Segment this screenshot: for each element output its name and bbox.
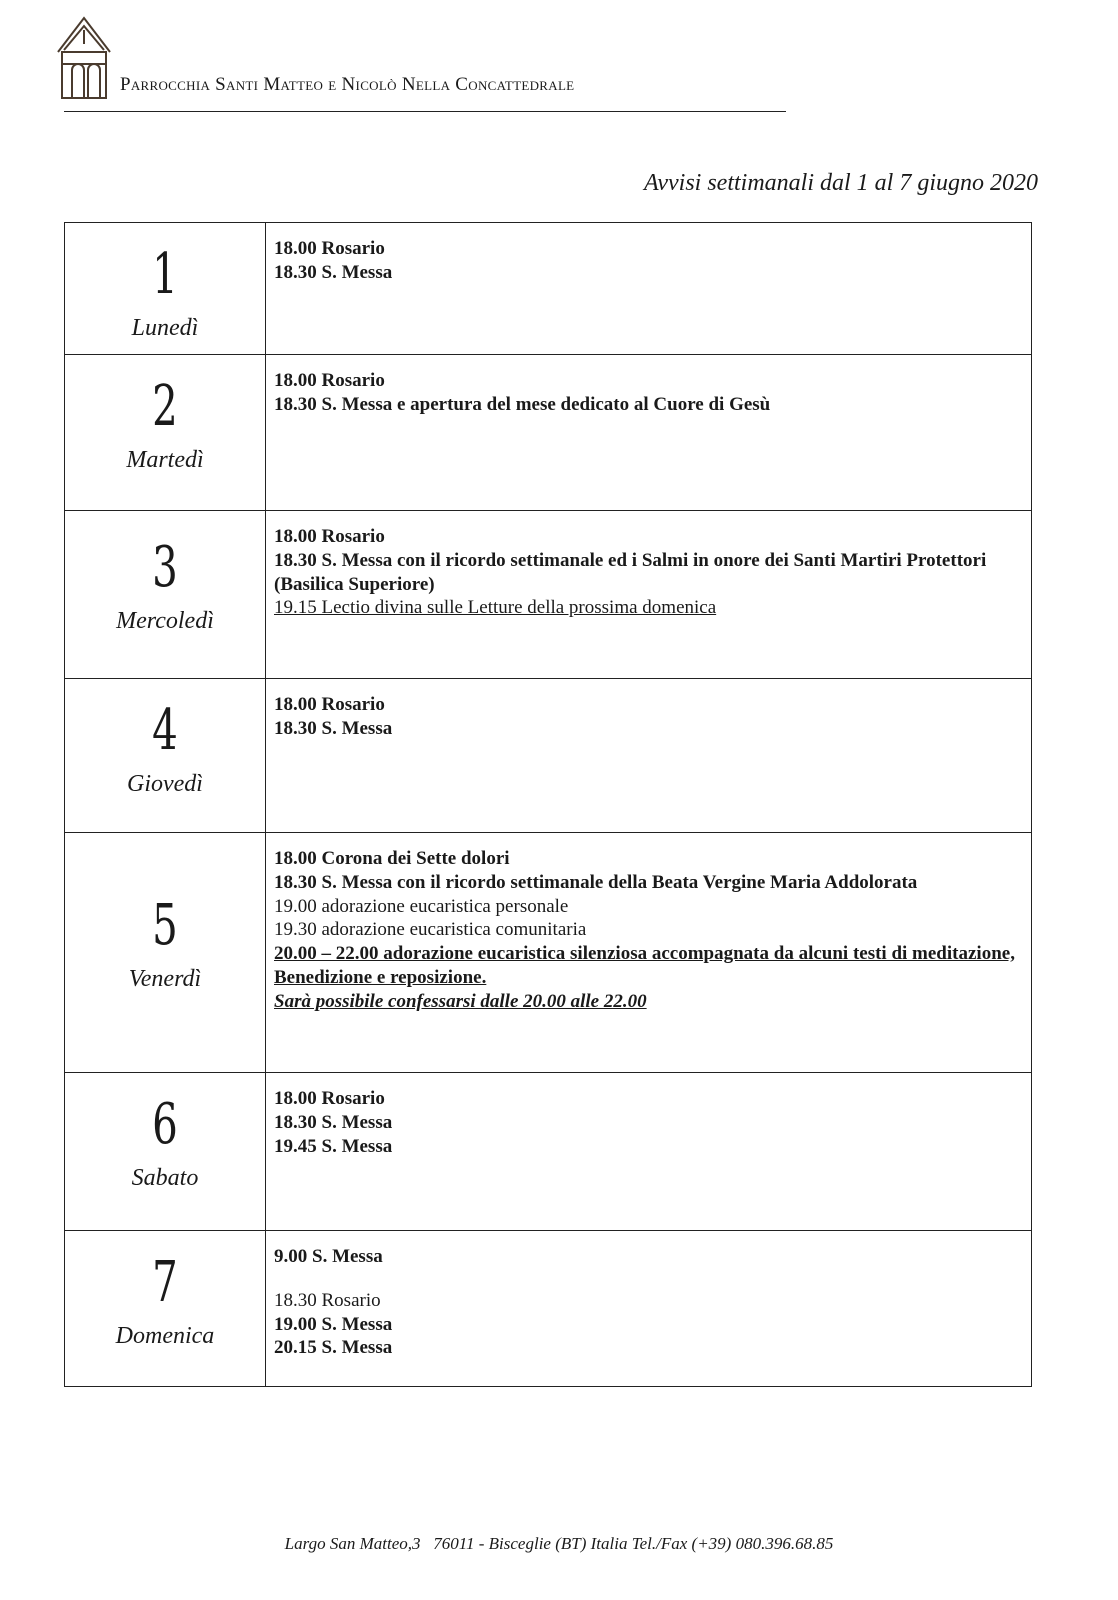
day-name: Domenica [115,1323,215,1349]
weekly-schedule-table [64,222,1032,1387]
event-line: 9.00 S. Messa [274,1246,383,1267]
events-cell [266,833,1032,1073]
events-cell [266,679,1032,833]
schedule-row [65,1073,1032,1231]
day-cell [65,833,266,1073]
event-line: 19.15 Lectio divina sulle Letture della prossima domenica [274,597,717,619]
schedule-row [65,1231,1032,1387]
day-cell [65,679,266,833]
event-line: 18.30 S. Messa [274,261,393,283]
schedule-row [65,833,1032,1073]
schedule-row [65,511,1032,679]
day-cell [65,511,266,679]
day-number: 6 [152,1092,178,1157]
event-line: 19.00 adorazione eucaristica personale [274,895,569,917]
event-line: 18.00 Corona dei Sette dolori [274,848,510,869]
schedule-row [65,679,1032,833]
day-name: Sabato [131,1165,199,1191]
schedule-row [65,355,1032,511]
event-line: 19.45 S. Messa [274,1135,393,1157]
events-cell [266,1073,1032,1231]
letterhead [50,14,790,114]
event-line: 19.00 S. Messa [274,1313,393,1335]
events-cell [266,1231,1032,1387]
day-cell [65,355,266,511]
event-line: 18.00 Rosario [274,526,385,547]
event-line: 20.15 S. Messa [274,1337,393,1359]
event-line: Sarà possibile confessarsi dalle 20.00 alle 22.00 [274,990,647,1012]
event-line: 18.30 S. Messa [274,717,393,739]
schedule-row [65,223,1032,355]
day-name: Venerdì [128,966,202,992]
event-line: 20.00 – 22.00 adorazione eucaristica silenziosa accompagnata da alcuni testi di meditazione, Benedizione e reposizione. [274,943,1015,988]
day-name: Mercoledì [116,608,214,634]
events-cell [266,223,1032,355]
event-line: 19.30 adorazione eucaristica comunitaria [274,919,587,941]
event-line: 18.30 S. Messa con il ricordo settimanale della Beata Vergine Maria Addolorata [274,871,918,893]
day-cell [65,1073,266,1231]
event-line: 18.00 Rosario [274,1088,385,1109]
event-line: 18.30 S. Messa con il ricordo settimanale ed i Salmi in onore dei Santi Martiri Protettori (Basilica Superiore) [274,549,987,595]
events-cell [266,511,1032,679]
event-line: 18.30 S. Messa [274,1111,393,1133]
event-line: 18.00 Rosario [274,238,385,259]
event-line: 18.30 S. Messa e apertura del mese dedicato al Cuore di Gesù [274,393,771,415]
day-cell [65,223,266,355]
parish-name: Parrocchia Santi Matteo e Nicolò Nella Concattedrale [120,74,575,95]
event-line: 18.00 Rosario [274,694,385,715]
day-number: 4 [152,698,178,763]
day-number: 3 [152,535,178,600]
church-facade-icon [54,14,114,102]
day-number: 5 [152,893,178,958]
day-number: 1 [152,242,178,307]
day-number: 2 [152,374,178,439]
event-line: 18.00 Rosario [274,370,385,391]
footer-address: Largo San Matteo,3 76011 - Bisceglie (BT) Italia Tel./Fax (+39) 080.396.68.85 [284,1534,834,1553]
day-name: Martedì [126,447,204,473]
header-divider [64,111,786,112]
events-cell [266,355,1032,511]
notice-title: Avvisi settimanali dal 1 al 7 giugno 2020 [644,170,1038,196]
day-name: Giovedì [127,771,203,797]
day-cell [65,1231,266,1387]
day-number: 7 [152,1250,178,1315]
day-name: Lunedì [131,315,199,341]
event-line: 18.30 Rosario [274,1289,381,1311]
